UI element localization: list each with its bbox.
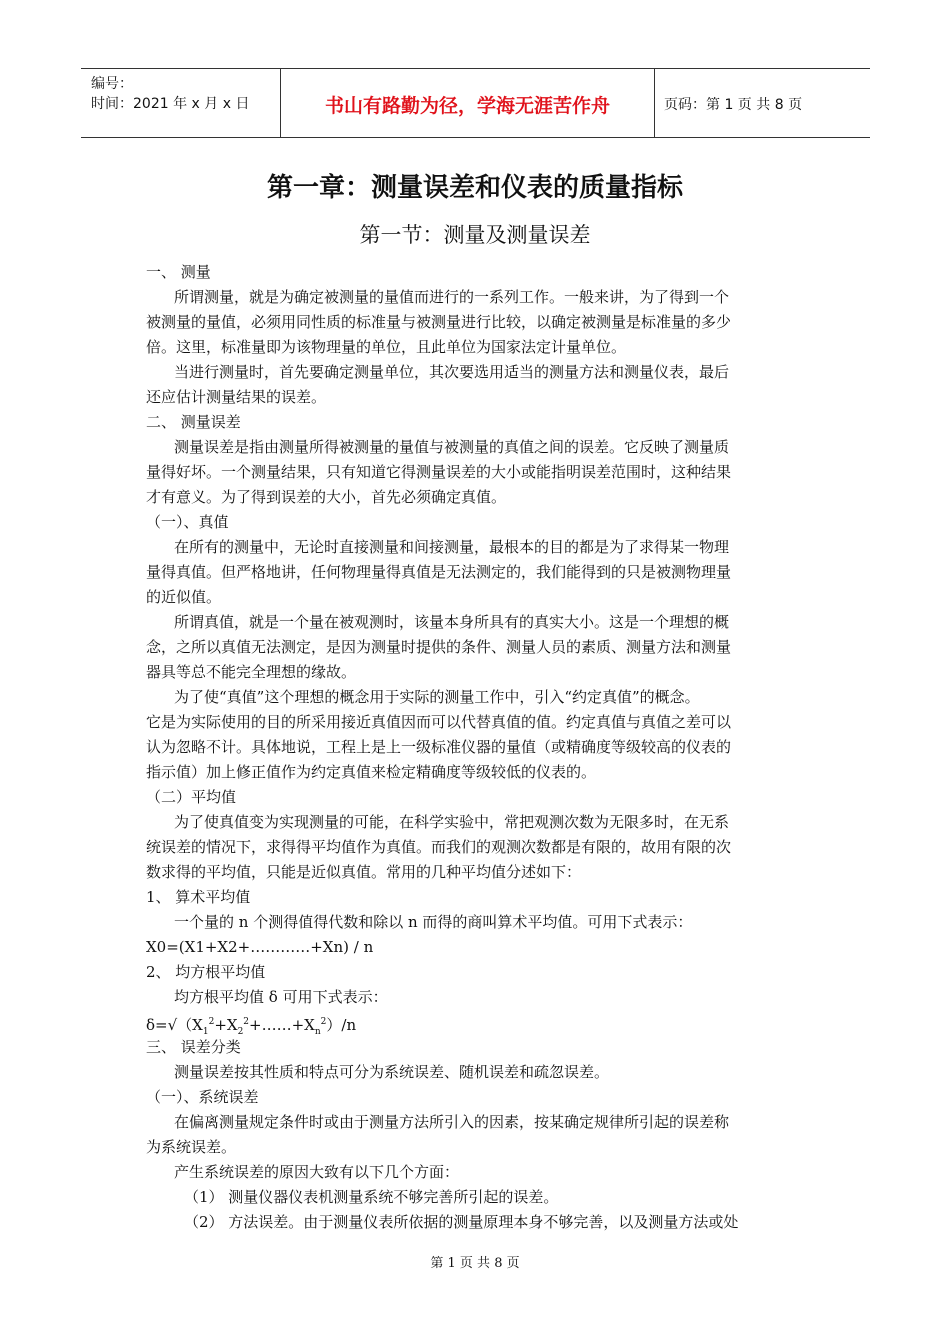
paragraph-line: 器具等总不能完全理想的缘故。 <box>146 663 357 681</box>
paragraph-line: 数求得的平均值，只能是近似真值。常用的几种平均值分述如下： <box>146 863 582 881</box>
paragraph-line: 产生系统误差的原因大致有以下几个方面： <box>174 1163 460 1181</box>
header-meta-cell <box>81 69 280 137</box>
paragraph-line: 的近似值。 <box>146 588 222 606</box>
section-title: 第一节：测量及测量误差 <box>359 223 591 247</box>
paragraph-line: 认为忽略不计。具体地说，工程上是上一级标准仪器的量值（或精确度等级较高的仪表的 <box>146 738 732 756</box>
paragraph-line: 念，之所以真值无法测定，是因为测量时提供的条件、测量人员的素质、测量方法和测量 <box>146 638 732 656</box>
header-motto-cell <box>280 69 655 137</box>
paragraph-line: 它是为实际使用的目的所采用接近真值因而可以代替真值的值。约定真值与真值之差可以 <box>146 713 732 731</box>
formula-rms-mean: $\delta=√(X_1^2+X_2^2+\dots\dots+X_n^2)/n$ <box>146 1016 357 1037</box>
paragraph-line: 才有意义。为了得到误差的大小，首先必须确定真值。 <box>146 488 507 506</box>
paragraph-line: 为了使真值变为实现测量的可能，在科学实验中，常把观测次数为无限多时，在无系 <box>174 813 730 831</box>
header-page-cell <box>654 69 870 137</box>
heading-measurement-error: 二、 测量误差 <box>146 413 241 431</box>
paragraph-line: 量得好坏。一个测量结果，只有知道它得测量误差的大小或能指明误差范围时，这种结果 <box>146 463 732 481</box>
header-motto: 书山有路勤为径，学海无涯苦作舟 <box>324 95 610 117</box>
paragraph-line: 量得真值。但严格地讲，任何物理量得真值是无法测定的，我们能得到的只是被测物理量 <box>146 563 732 581</box>
paragraph-line: 测量误差是指由测量所得被测量的量值与被测量的真值之间的误差。它反映了测量质 <box>174 438 730 456</box>
paragraph-line: 被测量的量值，必须用同性质的标准量与被测量进行比较，以确定被测量是标准量的多少 <box>146 313 732 331</box>
paragraph-line: 为了使“真值”这个理想的概念用于实际的测量工作中，引入“约定真值”的概念。 <box>174 688 700 706</box>
paragraph-line: 倍。这里，标准量即为该物理量的单位，且此单位为国家法定计量单位。 <box>146 338 627 356</box>
paragraph-line: 均方根平均值 δ 可用下式表示： <box>174 988 388 1006</box>
page-header <box>81 68 870 138</box>
paragraph-line: 指示值）加上修正值作为约定真值来检定精确度等级较低的仪表的。 <box>146 763 597 781</box>
paragraph-line: 测量误差按其性质和特点可分为系统误差、随机误差和疏忽误差。 <box>174 1063 610 1081</box>
subheading-systematic-error: （一）、系统误差 <box>146 1088 259 1106</box>
chapter-title: 第一章：测量误差和仪表的质量指标 <box>266 173 683 203</box>
heading-error-classification: 三、 误差分类 <box>146 1038 241 1056</box>
document-date-label: 时间：2021 年 x 月 x 日 <box>91 96 250 112</box>
heading-measurement: 一、 测量 <box>146 263 211 281</box>
paragraph-line: 为系统误差。 <box>146 1138 237 1156</box>
paragraph-line: 统误差的情况下，求得得平均值作为真值。而我们的观测次数都是有限的，故用有限的次 <box>146 838 732 856</box>
document-number-label: 编号： <box>91 76 133 92</box>
formula-arithmetic-mean: X0=(X1+X2+…………+Xn) / n <box>146 938 374 956</box>
paragraph-line: 所谓真值，就是一个量在被观测时，该量本身所具有的真实大小。这是一个理想的概 <box>174 613 730 631</box>
subheading-true-value: （一）、真值 <box>146 513 229 531</box>
paragraph-line: 在偏离测量规定条件时或由于测量方法所引入的因素，按某确定规律所引起的误差称 <box>174 1113 730 1131</box>
list-item-arithmetic-mean: 1、 算术平均值 <box>146 888 251 906</box>
paragraph-line: 一个量的 n 个测得值得代数和除以 n 而得的商叫算术平均值。可用下式表示： <box>174 913 693 931</box>
header-page-info: 页码：第 1 页 共 8 页 <box>664 97 803 113</box>
subheading-average: （二）平均值 <box>146 788 237 806</box>
list-item-rms-mean: 2、 均方根平均值 <box>146 963 266 981</box>
paragraph-line: 所谓测量，就是为确定被测量的量值而进行的一系列工作。一般来讲，为了得到一个 <box>174 288 730 306</box>
paragraph-line: 还应估计测量结果的误差。 <box>146 388 327 406</box>
paragraph-line: 在所有的测量中，无论时直接测量和间接测量，最根本的目的都是为了求得某一物理 <box>174 538 730 556</box>
paragraph-line: 当进行测量时，首先要确定测量单位，其次要选用适当的测量方法和测量仪表，最后 <box>174 363 730 381</box>
list-item: （2） 方法误差。由于测量仪表所依据的测量原理本身不够完善，以及测量方法或处 <box>184 1213 739 1231</box>
page-footer: 第 1 页 共 8 页 <box>430 1256 520 1271</box>
list-item: （1） 测量仪器仪表机测量系统不够完善所引起的误差。 <box>184 1188 559 1206</box>
